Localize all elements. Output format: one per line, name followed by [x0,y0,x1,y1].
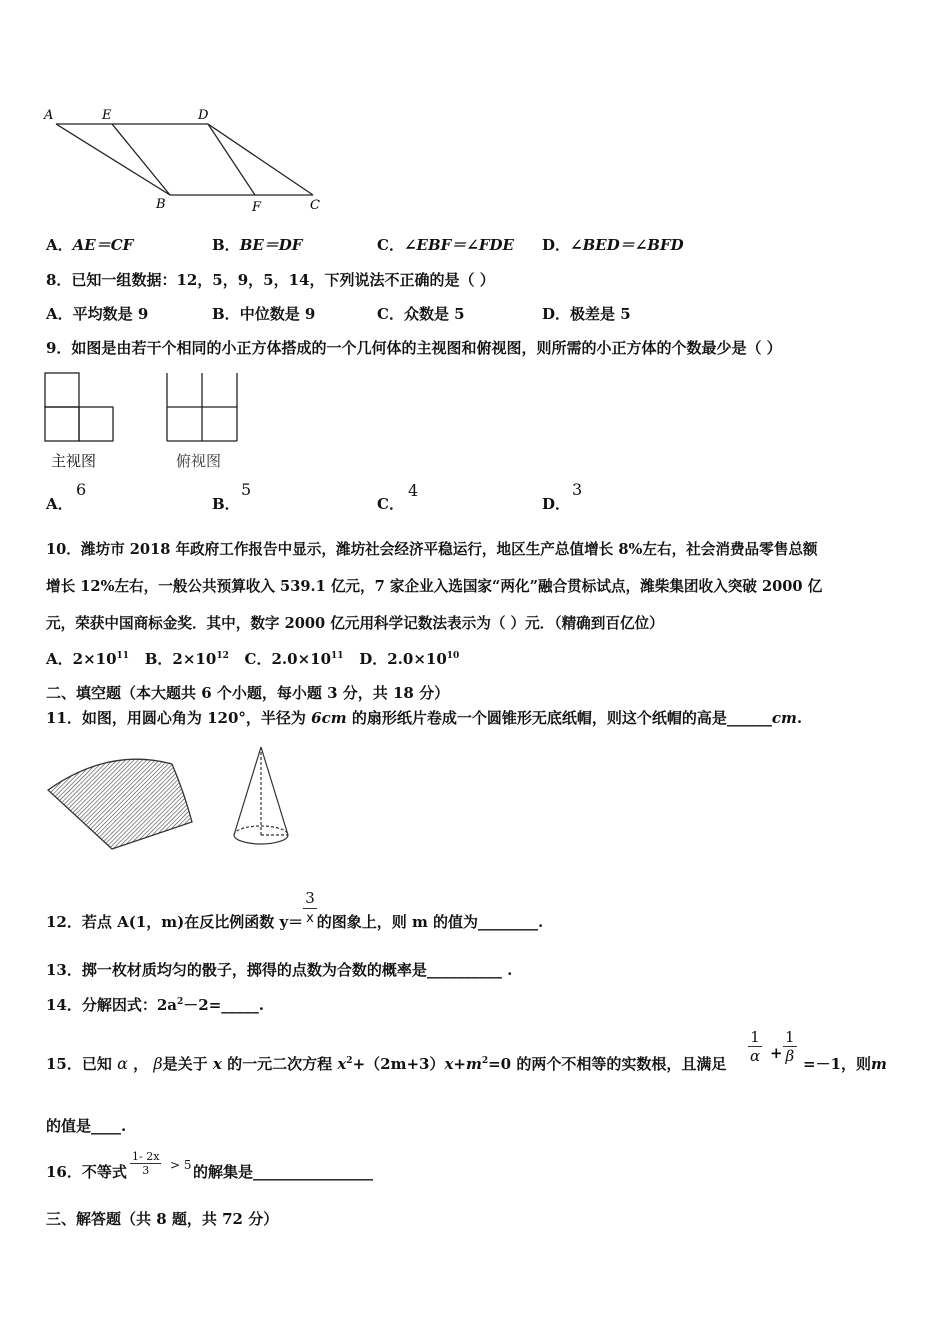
top-view-label: 俯视图 [176,452,222,470]
q7-option-b[interactable]: B．BE＝DF [212,236,303,254]
cone-figure [228,745,298,855]
q15-fraction-1: $\frac{1}{\alpha}$ [750,1028,761,1065]
q15-fraction-2: $\frac{1}{\beta}$ [785,1028,795,1065]
q10-line-2: 增长 12%左右，一般公共预算收入 539.1 亿元，7 家企业入选国家“两化”融合贯标试点，潍柴集团收入突破 2000 亿 [46,578,823,595]
segment-dc [208,124,313,195]
q7-option-d[interactable]: D．∠BED＝∠BFD [542,236,684,254]
q9-option-d-value: 3 [572,480,583,499]
segment-ab [56,124,170,195]
point-label-a: A [44,108,54,123]
q16-fraction: $\frac{1- 2x}{3}$ [132,1150,160,1177]
point-label-e: E [102,108,112,123]
q10-options [46,649,459,669]
q8-option-c[interactable]: C．众数是 5 [377,305,465,323]
section-2-title: 二、填空题（本大题共 6 个小题，每小题 3 分，共 18 分） [46,684,450,702]
point-label-d: D [198,108,209,123]
q9-option-c-key[interactable]: C． [377,495,404,513]
q16-gt: > 5 [170,1158,192,1172]
segment-eb [112,124,170,195]
q15-rhs: =－1，则m [803,1055,887,1073]
section-3-title: 三、解答题（共 8 题，共 72 分） [46,1210,279,1228]
q9-option-b-value: 5 [241,480,252,499]
q10-line-3: 元，荣获中国商标金奖．其中，数字 2000 亿元用科学记数法表示为（ ）元．（精确到百亿位） [46,615,664,632]
q14-stem: 14．分解因式：$2a^2-2=\_\_\_\_\_$. [46,996,265,1014]
q9-stem: 9．如图是由若干个相同的小正方体搭成的一个几何体的主视图和俯视图，则所需的小正方体的个数最少是（ ） [46,339,782,357]
q10-option-b[interactable]: B．$2\times 10^{12}$ [144,650,229,668]
q15-line-2: 的值是____. [46,1117,127,1135]
q8-option-d[interactable]: D．极差是 5 [542,305,631,323]
front-view-figure [44,372,119,444]
segment-df [208,124,255,195]
q12-fraction: $\frac{3}{x}$ [305,889,315,926]
q9-option-b-key[interactable]: B． [212,495,240,513]
q9-option-d-key[interactable]: D． [542,495,571,513]
q10-option-d[interactable]: D．$2.0\times 10^{10}$ [359,650,460,668]
point-label-f: F [252,200,262,215]
q16-post: 的解集是________________ [193,1163,374,1181]
q9-option-c-value: 4 [408,481,419,500]
q8-stem: 8．已知一组数据：12，5，9，5，14，下列说法不正确的是（ ） [46,271,495,289]
q7-option-a[interactable]: A．AE＝CF [46,236,134,254]
front-view-label: 主视图 [51,452,97,470]
sector-figure [44,752,199,854]
q16-pre: 16．不等式 [46,1163,127,1181]
q8-option-a[interactable]: A．平均数是 9 [46,305,149,323]
q7-option-c[interactable]: C．∠EBF＝∠FDE [377,236,514,254]
q10-line-1: 10．潍坊市 2018 年政府工作报告中显示，潍坊社会经济平稳运行，地区生产总值增长 8%左右，社会消费品零售总额 [46,541,818,558]
q8-option-b[interactable]: B．中位数是 9 [212,305,316,323]
top-view-figure [166,372,241,444]
q9-option-a-value: 6 [76,480,87,499]
q13-stem: 13．掷一枚材质均匀的骰子，掷得的点数为合数的概率是__________ . [46,961,513,979]
q15-line-1: 15．已知 α ， β是关于 x 的一元二次方程 $x^2+(2m+3)x+m^2=0$ 的两个不相等的实数根，且满足 [46,1054,727,1073]
q9-option-a-key[interactable]: A． [46,495,73,513]
parallelogram-figure [40,105,330,215]
q15-plus: + [770,1044,783,1062]
q11-stem: 11．如图，用圆心角为 120°，半径为 6cm 的扇形纸片卷成一个圆锥形无底纸帽，则这个纸帽的高是______cm. [46,709,803,727]
q12-stem: 12．若点 A(1，m)在反比例函数 y＝ $\frac{3}{x}$ 的图象上，则 m 的值为________. [46,889,544,931]
q10-option-a[interactable]: A．$2\times 10^{11}$ [46,650,130,668]
point-label-c: C [310,198,320,213]
q10-option-c[interactable]: C．$2.0\times 10^{11}$ [244,650,344,668]
point-label-b: B [156,197,166,212]
